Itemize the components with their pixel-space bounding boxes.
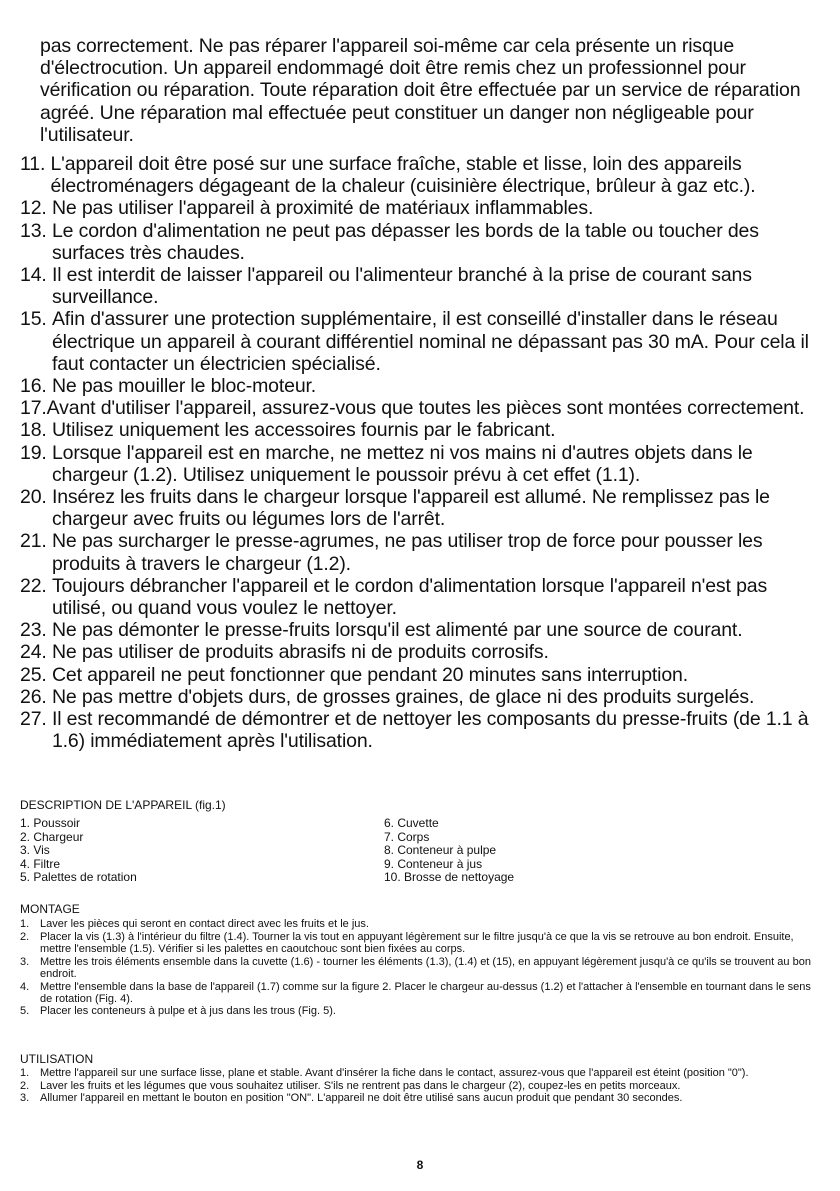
safety-item-text: Afin d'assurer une protection supplémentaire, il est conseillé d'installer dans le réseau électrique un appareil à courant différentiel nominal ne dépassant pas 30 mA. Pour cela il faut contacter un électricien spécialisé. (51, 308, 809, 375)
intro-paragraph: pas correctement. Ne pas réparer l'appareil soi-même car cela présente un risque d'électrocution. Un appareil endommagé doit être remis chez un professionnel pour vérification ou réparation. Toute réparation doit être effectuée par un service de réparation agréé. Une réparation mal effectuée peut constituer un danger non négligeable pour l'utilisateur. (40, 35, 801, 146)
utilisation-step (20, 1067, 820, 1079)
safety-item-text: Ne pas mouiller le bloc-moteur. (51, 375, 317, 398)
part-list-item: 4. Filtre (20, 856, 61, 871)
part-list-item: 9. Conteneur à jus (384, 856, 483, 871)
safety-item-number: 18. (20, 419, 52, 442)
page-number: 8 (416, 1158, 424, 1172)
step-text: Mettre l'appareil sur une surface lisse, plane et stable. Avant d'insérer la fiche dans le contact, assurez-vous que l'appareil est éteint (position "0"). (40, 1067, 749, 1079)
montage-step (20, 918, 820, 930)
montage-step (20, 931, 820, 955)
safety-item-text: Il est interdit de laisser l'appareil ou l'alimenteur branché à la prise de courant sans surveillance. (51, 264, 752, 309)
part-list-item: 6. Cuvette (384, 816, 439, 830)
step-text: Placer la vis (1.3) à l'intérieur du filtre (1.4). Tourner la vis tout en appuyant légèrement sur le filtre jusqu'à ce que la vis se retrouve au bon endroit. Ensuite, mettre l'ensemble (1.5). Vérifier si les palettes en caoutchouc sont bien fixées au corps. (40, 930, 794, 955)
safety-item-number: 13. (20, 219, 52, 242)
safety-item-number: 21. (20, 530, 52, 553)
safety-item-number: 12. (20, 197, 52, 220)
safety-item (20, 442, 820, 486)
safety-item-text: Ne pas démonter le presse-fruits lorsqu'il est alimenté par une source de courant. (51, 619, 743, 642)
utilisation-steps (20, 1067, 820, 1105)
part-list-item: 1. Poussoir (20, 816, 81, 830)
utilisation-step (20, 1080, 820, 1092)
safety-item-number: 27. (20, 708, 52, 731)
safety-item-text: Toujours débrancher l'appareil et le cordon d'alimentation lorsque l'appareil n'est pas utilisé, ou quand vous voulez le nettoyer. (51, 574, 768, 620)
safety-item-number: 25. (20, 663, 52, 686)
intro-continuation (40, 35, 830, 146)
safety-item (20, 619, 820, 641)
safety-item-text: Lorsque l'appareil est en marche, ne mettez ni vos mains ni d'autres objets dans le chargeur (1.2). Utilisez uniquement le poussoir prévu à cet effet (1.1). (51, 441, 753, 486)
safety-item (20, 197, 820, 219)
step-number: 1. (20, 918, 30, 930)
utilisation-title: UTILISATION (20, 1052, 94, 1066)
safety-item-number: 23. (20, 619, 52, 642)
step-number: 4. (20, 980, 30, 993)
montage-step (20, 1005, 820, 1017)
part-list-item: 2. Chargeur (20, 829, 84, 844)
safety-item-text: Utilisez uniquement les accessoires fournis par le fabricant. (51, 419, 556, 442)
utilisation-step (20, 1092, 820, 1104)
safety-item (20, 641, 820, 663)
safety-item-number: 11. (20, 153, 51, 175)
step-text: Placer les conteneurs à pulpe et à jus dans les trous (Fig. 5). (40, 1005, 336, 1018)
safety-item-number: 16. (20, 375, 52, 398)
safety-item (20, 686, 820, 708)
safety-item (20, 486, 820, 530)
safety-item-text: Le cordon d'alimentation ne peut pas dépasser les bords de la table ou toucher des surfaces très chaudes. (51, 219, 759, 264)
step-number: 3. (20, 955, 30, 968)
safety-item-text: Ne pas surcharger le presse-agrumes, ne pas utiliser trop de force pour pousser les produits à travers le chargeur (1.2). (51, 530, 763, 575)
safety-item-text: L'appareil doit être posé sur une surface fraîche, stable et lisse, loin des appareils électroménagers dégageant de la chaleur (cuisinière électrique, brûleur à gaz etc.). (50, 153, 756, 198)
step-text: Mettre les trois éléments ensemble dans la cuvette (1.6) - tourner les éléments (1.3), (1.4) et (15), en appuyant légèrement jusqu'à ce qu'ils se trouvent au bon endroit. (40, 955, 811, 980)
step-text: Laver les pièces qui seront en contact direct avec les fruits et le jus. (40, 918, 369, 930)
safety-item-number: 15. (20, 308, 52, 331)
safety-item (20, 375, 820, 397)
safety-item-text: Insérez les fruits dans le chargeur lorsque l'appareil est allumé. Ne remplissez pas le chargeur avec fruits ou légumes lors de l'arrêt. (51, 486, 770, 531)
montage-steps (20, 918, 820, 1018)
montage-step (20, 956, 820, 980)
safety-item-number: 20. (20, 486, 52, 509)
step-number: 3. (20, 1092, 30, 1105)
safety-item-text: Ne pas utiliser l'appareil à proximité de matériaux inflammables. (51, 197, 594, 220)
step-number: 2. (20, 930, 30, 943)
safety-item-number: 17. (20, 397, 47, 420)
safety-item-text: Cet appareil ne peut fonctionner que pendant 20 minutes sans interruption. (51, 663, 689, 686)
step-text: Mettre l'ensemble dans la base de l'appareil (1.7) comme sur la figure 2. Placer le chargeur au-dessus (1.2) et l'attacher à l'ensemble en tournant dans le sens de rotation (Fig. 4). (40, 980, 811, 1005)
step-text: Allumer l'appareil en mettant le bouton en position "ON". L'appareil ne doit être utilisé sans aucun produit que pendant 30 secondes. (40, 1092, 683, 1105)
safety-item-text: Il est recommandé de démontrer et de nettoyer les composants du presse-fruits (de 1.1 à 1.6) immédiatement après l'utilisation. (51, 708, 809, 753)
safety-item (20, 264, 820, 308)
safety-item (20, 153, 820, 197)
safety-item (20, 397, 820, 419)
part-list-item: 8. Conteneur à pulpe (384, 843, 497, 858)
montage-step (20, 981, 820, 1005)
description-title: DESCRIPTION DE L'APPAREIL (fig.1) (20, 798, 226, 812)
safety-item (20, 664, 820, 686)
safety-item (20, 308, 820, 375)
part-list-item: 3. Vis (20, 843, 50, 858)
safety-item (20, 708, 820, 752)
safety-list (20, 153, 820, 752)
part-list-item: 5. Palettes de rotation (20, 870, 137, 885)
step-number: 2. (20, 1079, 30, 1092)
safety-item-text: Ne pas utiliser de produits abrasifs ni de produits corrosifs. (51, 641, 549, 664)
safety-item-number: 24. (20, 641, 52, 664)
safety-item-number: 26. (20, 685, 52, 708)
step-number: 1. (20, 1067, 30, 1079)
description-list-right (384, 817, 584, 885)
part-list-item: 10. Brosse de nettoyage (384, 870, 515, 885)
step-number: 5. (20, 1005, 30, 1018)
safety-item (20, 419, 820, 441)
safety-item-text: Ne pas mettre d'objets durs, de grosses graines, de glace ni des produits surgelés. (51, 685, 755, 708)
safety-item (20, 220, 820, 264)
safety-item-text: Avant d'utiliser l'appareil, assurez-vous que toutes les pièces sont montées correctement. (46, 397, 805, 420)
montage-title: MONTAGE (20, 902, 80, 916)
safety-item-number: 14. (20, 264, 52, 287)
description-list-left (20, 817, 220, 885)
safety-item (20, 575, 820, 619)
safety-item-number: 19. (20, 441, 52, 464)
safety-item (20, 530, 820, 574)
safety-item-number: 22. (20, 574, 52, 597)
step-text: Laver les fruits et les légumes que vous souhaitez utiliser. S'ils ne rentrent pas dans le chargeur (2), coupez-les en petits morceaux. (40, 1079, 681, 1092)
part-list-item: 7. Corps (384, 829, 430, 844)
